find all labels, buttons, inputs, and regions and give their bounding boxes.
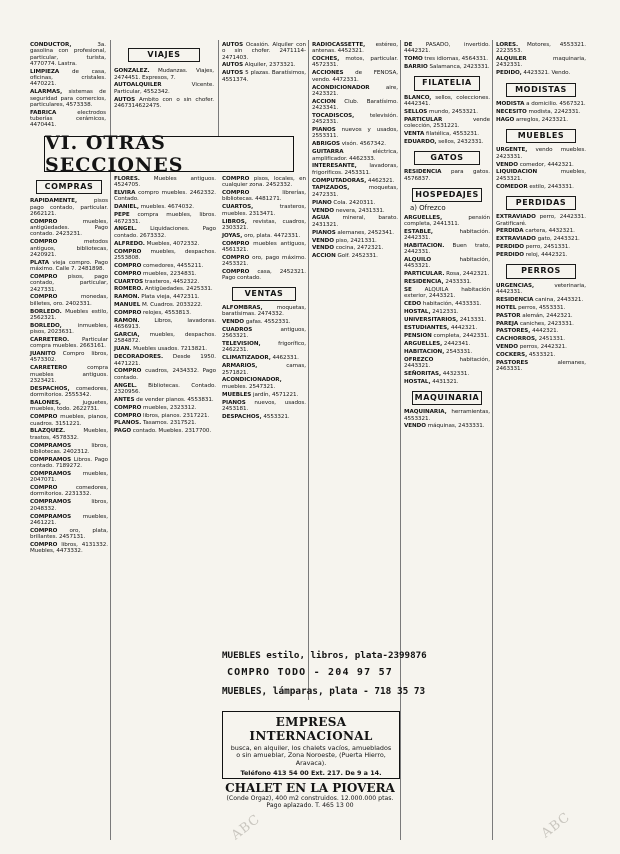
classified-ad: ACONDICIONADOR aire, 2423321. (312, 84, 398, 97)
classified-ad: DANIEL, muebles. 4674032. (114, 204, 194, 211)
column-3-top (222, 42, 306, 134)
classified-ad: COMEDOR estilo, 2443331. (496, 183, 574, 190)
classified-ad: COMPRO muebles, antigüedades. Pago contado. 2423231. (30, 218, 108, 238)
classified-ad: COMPRO pisos, pago contado, particular, 2427331. (30, 273, 108, 293)
classified-ad: ACCION Club. Baratísimo. 2423341. (312, 98, 398, 112)
classified-ad: PERDIDO perro, 2451331. (496, 244, 571, 251)
classified-ad: HAGO arreglos, 2423321. (496, 116, 568, 123)
classified-ad: HOSTAL, 4431321. (404, 378, 459, 385)
classified-ad: COMPRAMOS libros, bibliotecas. 2402312. (30, 442, 108, 455)
classified-ad: COMPRO libros, 4131332. Muebles, 4473332. (30, 541, 108, 555)
perdidas-header: PERDIDAS (506, 196, 576, 210)
column-rule (492, 40, 493, 840)
classified-ad: JUAN. Muebles usados. 7213821. (114, 346, 207, 353)
classified-ad: RESIDENCIA, 2433331. (404, 279, 472, 286)
classified-ad: VENDO cocina, 2472321. (312, 245, 384, 252)
classified-ad: DECORADORES. Desde 1950. 4471221. (114, 354, 216, 367)
classified-ad: COMPRO pisos, locales, en cualquier zona. 2452332. (222, 176, 306, 189)
classified-ad: URGENCIAS, veterinaria, 4442331. (496, 282, 586, 295)
column-rule (308, 40, 309, 700)
classified-ad: MANUEL M. Cuadros. 2033222. (114, 302, 203, 309)
classified-ad: LIBROS, revistas, cuadros, 2303321. (222, 218, 306, 231)
column-4 (312, 42, 398, 642)
classified-ad: ARGUELLES, 2442341. (404, 340, 471, 347)
classified-ad: CUARTOS, trasteros, muebles. 2313471. (222, 204, 306, 217)
classified-ad: ESTUDIANTES, 4442321. (404, 325, 478, 331)
hospedajes-header: HOSPEDAJES (412, 188, 482, 202)
classified-ad: ARGUELLES, pensión completa, 2441311. (404, 214, 490, 227)
classified-ad: PLANOS. Tasamos. 2317521. (114, 420, 197, 427)
classified-ad: COMPRO comedores, 4455211. (114, 262, 204, 269)
classified-ad: CUARTOS trasteros, 4452322. (114, 278, 200, 285)
classified-ad: RADIOCASSETTE, estéreo, antenas. 4452321. (312, 42, 398, 55)
classified-ad: COMPRO muebles antiguos, 4561321. (222, 240, 306, 253)
classified-ad: PASTORES, 4442321. (496, 328, 559, 335)
maquinaria-header: MAQUINARIA (412, 391, 482, 405)
classified-ad: PASTOR alemán, 2442321. (496, 312, 573, 319)
classified-ad: FLORES. Muebles antiguos. 4524705. (114, 176, 216, 189)
classified-ad: COMPRO relojes, 4553813. (114, 310, 191, 317)
classified-ad: PERDIDO reloj, 4442321. (496, 252, 568, 259)
classified-ad: PEPE compra muebles, libros. 4672331. (114, 212, 216, 225)
viajes-header: VIAJES (128, 48, 200, 62)
classified-ad: NECESITO modista, 2242331. (496, 108, 581, 115)
classified-ad: HOTEL perros, 4553331. (496, 304, 566, 311)
classified-ad: COMPRO librerías, bibliotecas. 4481271. (222, 190, 306, 203)
classified-ad: ALQUILO habitación, 4453321. (404, 257, 490, 270)
classified-ad: JOYAS, oro, plata. 4472331. (222, 232, 301, 239)
classified-ad: GONZALEZ. Mudanzas. Viajes, 2474451. Expresos, 7. (114, 68, 214, 81)
column-1-top (30, 42, 106, 134)
classified-ad: VENTA filatélica, 4553231. (404, 130, 480, 137)
empresa-internacional-ad (222, 711, 400, 779)
classified-ad: COMPRAMOS Libros. Pago contado. 7189272. (30, 456, 108, 470)
gatos-header: GATOS (414, 151, 480, 165)
classified-ad: TAPIZADOS, moquetas, 2472331. (312, 185, 398, 198)
classified-ad: RAMON. Plata vieja, 4472311. (114, 294, 200, 301)
classified-ad: UNIVERSITARIOS, 2413331. (404, 317, 487, 324)
classified-ad: VENDO perros, 2442321. (496, 344, 567, 351)
classified-ad: OFREZCO habitación, 2443321. (404, 356, 490, 369)
classified-ad: VENDO nevera, 2431331. (312, 207, 385, 214)
classified-ad: MUEBLES jardín, 4571221. (222, 391, 299, 398)
classified-ad: COMPRO oro, plata, brillantes. 2457131. (30, 527, 108, 541)
classified-ad: COMPRO comedores, dormitorios. 2231332. (30, 485, 108, 498)
column-rule (400, 40, 401, 840)
classified-ad: BLANCO, sellos, colecciones. 4442341. (404, 94, 490, 107)
column-6 (496, 42, 586, 842)
classified-ad: RESIDENCIA para gatos. 4576837. (404, 169, 490, 182)
classified-ad: ANTES de vender pianos. 4553831. (114, 396, 214, 403)
classified-ad: CARRETERO compra muebles antiguos. 2323421. (30, 365, 108, 384)
ad-compro-todo: COMPRO TODO - 204 97 57 (226, 667, 394, 678)
classified-ad: PARTICULAR. Rosa, 2442321. (404, 271, 490, 278)
modistas-header: MODISTAS (506, 83, 576, 97)
classified-ad: URGENTE, vendo muebles. 2423331. (496, 147, 586, 160)
watermark: ABC (538, 809, 574, 842)
classified-ad: BALONES, juguetes, muebles, todo. 2622731. (30, 400, 108, 413)
classified-ad: ACCION Golf. 2452331. (312, 253, 378, 260)
classified-ad: DESPACHOS, comedores, dormitorios. 2555342. (30, 385, 108, 399)
hospedajes-subhead: a) Ofrezco (410, 204, 446, 213)
filatelia-header: FILATELIA (414, 76, 480, 90)
classified-ad: PLATA vieja compro. Pago máximo. Calle 7. 2481898. (30, 259, 108, 273)
classified-ad: COMPRAMOS libros, 2048332. (30, 499, 108, 512)
classified-ad: COMPRO monedas, billetes, oro. 2402331. (30, 294, 108, 307)
classified-ad: COMPRAMOS muebles, 2047071. (30, 470, 108, 484)
classified-ad: TELEVISION, frigorífico, 2462231. (222, 341, 306, 354)
classified-ad: BORLEDO, inmuebles, pisos, 2023631. (30, 322, 108, 336)
classified-ad: COCKERS, 4533321. (496, 352, 556, 359)
classified-ad: ABRIGOS visón. 4567342. (312, 141, 386, 148)
classified-ad: CARRETERO. Particular compra muebles. 2663161. (30, 336, 108, 350)
column-1 (30, 178, 108, 846)
classified-ad: TOCADISCOS, televisión. 2452331. (312, 112, 398, 126)
classified-ad: PASTORES alemanes, 2463331. (496, 359, 586, 373)
empresa-phone: Teléfono 413 54 00 Ext. 217. De 9 a 14. (240, 769, 382, 778)
classified-ad: ALARMAS, sistemas de seguridad para comercios, particulares, 4573338. (30, 89, 106, 108)
classified-ad: PIANO Cola. 2420311. (312, 199, 376, 206)
classified-ad: EDUARDO, sellos, 2432331. (404, 138, 484, 145)
classified-ad: COMPRO muebles, 2323312. (114, 404, 197, 411)
classified-ad: RAPIDAMENTE, pisos pago contado, particular. 2662121. (30, 198, 108, 217)
classified-ad: PARTICULAR vende colección, 2531221. (404, 116, 490, 130)
classified-ad: DE PASADO, invertido. 4442321. (404, 42, 490, 55)
classified-ad: CEDO habitación, 4433331. (404, 301, 482, 308)
classified-ad: SE ALQUILA habitación exterior, 2443321. (404, 287, 490, 300)
empresa-title: EMPRESA INTERNACIONAL (249, 715, 373, 743)
classified-ad: ELVIRA compro muebles. 2462332. Contado. (114, 190, 216, 203)
column-2-top (114, 42, 214, 134)
ventas-header: VENTAS (232, 287, 296, 301)
classified-ad: FABRICA electrodos tuberías cerámicos, 4470441. (30, 109, 106, 129)
classified-ad: PAREJA caniches, 2423331. (496, 320, 574, 327)
classified-ad: ACCIONES de FENOSA, vendo. 4472331. (312, 70, 398, 83)
classified-ad: VENDO máquinas, 2433331. (404, 423, 485, 430)
classified-ad: COMPRO metodos antiguos, bibliotecas, 2420921. (30, 239, 108, 258)
empresa-body: busca, en alquiler, los chalets vacíos, amueblados o sin amueblar, Zona Noroeste, (Puerta Hierro, Aravaca). (230, 744, 392, 767)
classified-ad: PIANOS nuevos y usados, 2553311. (312, 127, 398, 140)
classified-ad: AGUA mineral, barato. 2431321. (312, 215, 398, 228)
classified-ad: RESIDENCIA canina, 2443321. (496, 296, 584, 303)
section-headline (44, 132, 294, 176)
classified-ad: RAMON. Libros, lavadoras. 4656913. (114, 317, 216, 331)
classified-ad: MODISTA a domicilio. 4567321. (496, 100, 586, 107)
classified-ad: VENDO comedor, 4442321. (496, 161, 574, 168)
classified-ad: ESTABLE, habitación. 2442331. (404, 228, 490, 242)
classified-ad: SEÑORITAS, 4432331. (404, 370, 470, 377)
classified-ad: GUITARRA eléctrica, amplificador. 4462333. (312, 149, 398, 162)
classified-ad: BORLEDO. Muebles estilo, 2562321. (30, 308, 108, 321)
classified-ad: EXTRAVIADO perro, 2442331. Gratificaré. (496, 214, 586, 227)
classified-ad: INTERESANTE, lavadoras, frigoríficos. 2453311. (312, 163, 398, 176)
classified-ad: GARCIA, muebles, despachos. 2584872. (114, 332, 216, 345)
classified-ad: COMPRO casa, 2452321. Pago contado. (222, 269, 306, 282)
classified-ad: AUTOS Ambito con o sin chofer. 2467314622475. (114, 96, 214, 109)
perros-header: PERROS (506, 264, 576, 278)
classified-ad: LIMPIEZA de casa, oficinas, cristales. 4470221. (30, 68, 106, 88)
classified-ad: ALFREDO. Muebles, 4072332. (114, 240, 200, 247)
compras-header: COMPRAS (36, 180, 102, 194)
classified-ad: VENDO gafas. 4552331. (222, 319, 291, 326)
classified-ad: COCHES, motos, particular. 4572331. (312, 56, 398, 69)
classified-ad: ARMARIOS, camas, 2571821. (222, 363, 306, 376)
classified-ad: CLIMATIZADOR, 4462331. (222, 355, 299, 362)
classified-ad: ANGEL. Bibliotecas. Contado. 2320956. (114, 382, 216, 395)
chalet-title: CHALET EN LA PIOVERA (225, 781, 395, 795)
classified-ad: LORES. Motores, 4553321. 2223553. (496, 42, 586, 55)
classified-ad: ACONDICIONADOR, muebles. 2547321. (222, 377, 282, 390)
classified-ad: SELLOS mundo, 2453321. (404, 108, 479, 115)
classified-ad: HABITACION. Buen trato, 2442331. (404, 242, 490, 256)
classified-ad: COMPRO muebles, pianos, cuadros. 3151221. (30, 414, 108, 427)
classified-ad: AUTOS Ocasión. Alquiler con o sin chofer. 2471114-2471403. (222, 42, 306, 61)
watermark: ABC (228, 811, 264, 844)
classified-ad: PAGO contado. Muebles. 2317700. (114, 428, 212, 435)
classified-ad: PEDIDO, 4423321. Vendo. (496, 70, 571, 77)
classified-ad: EXTRAVIADO gato, 2443321. (496, 236, 580, 243)
classified-ad: MAQUINARIA, herramientas, 4553321. (404, 409, 490, 422)
classified-ad: ANGEL. Liquidaciones. Pago contado. 2673332. (114, 226, 216, 239)
classified-ad: COMPRO libros, pianos. 2317221. (114, 412, 210, 419)
classified-ad: ALQUILER maquinaria, 2432331. (496, 56, 586, 69)
classified-ad: AUTOS Alquiler, 2373321. (222, 62, 296, 69)
classified-ad: JUANITO Compro libros, 4573302. (30, 351, 108, 364)
classified-ad: PIANOS nuevos, usados. 2453181. (222, 399, 306, 412)
column-2 (114, 176, 216, 846)
classified-ad: PERDIDA cartera, 4432321. (496, 228, 575, 235)
classified-ad: LIQUIDACION muebles, 2453321. (496, 169, 586, 182)
classified-ad: DESPACHOS, 4553321. (222, 413, 290, 420)
classified-ad: COMPRO muebles, 2234831. (114, 270, 197, 277)
classified-ad: COMPRO cuadros, 2434332. Pago contado. (114, 368, 216, 381)
classified-ad: ROMERO. Antigüedades. 2425331. (114, 286, 213, 293)
classified-ad: PENSION completa, 2442331. (404, 332, 490, 339)
classified-ad: HOSTAL, 2412331. (404, 309, 459, 316)
classified-ad: COMPRAMOS muebles, 2461221. (30, 513, 108, 526)
classified-ad: PIANOS alemanes, 2452341. (312, 229, 394, 236)
classified-ad: AUTOS 5 plazas. Baratísimos, 4551374. (222, 70, 306, 83)
column-3 (222, 176, 306, 646)
classified-ad: BARRIO Salamanca, 2423331. (404, 64, 490, 71)
classified-ad: COMPUTADORAS, 4462321. (312, 177, 395, 184)
classified-ad: COMPRO muebles, despachos. 2553808. (114, 248, 216, 261)
chalet-body: (Conde Orgaz), 400 m2 construidos. 12.000.000 ptas. Pago aplazado. T. 465 13 00 (226, 795, 394, 809)
classified-ad: ALFOMBRAS, moquetas, baratísimas. 2474332. (222, 304, 306, 318)
ad-muebles-estilo: MUEBLES estilo, libros, plata-2399876 (222, 650, 427, 661)
classified-ad: CUADROS antiguos, 2563321. (222, 326, 306, 340)
ad-muebles-lamparas: MUEBLES, lámparas, plata - 718 35 73 (222, 686, 426, 697)
headline-text: VI. OTRAS SECCIONES (45, 132, 184, 176)
classified-ad: CACHORROS, 2451331. (496, 336, 566, 343)
classified-ad: AUTOALQUILER Vicente. Particular, 4552342. (114, 82, 214, 95)
classified-ad: VENDO piso, 2421331. (312, 237, 377, 244)
classified-ad: HABITACION, 2543331. (404, 348, 473, 355)
column-5 (404, 42, 490, 842)
classified-ad: COMPRO oro, pago máximo. 2453321. (222, 254, 306, 268)
classified-ad: BLAZQUEZ. Muebles, trastos, 4578332. (30, 428, 108, 441)
classified-ad: CONDUCTOR, 3a. gasolina con profesional, particular, turista, 4770774. Lastra. (30, 42, 106, 67)
muebles-header: MUEBLES (506, 129, 576, 143)
classified-ad: TOMO tres idiomas, 4564331. (404, 56, 488, 63)
